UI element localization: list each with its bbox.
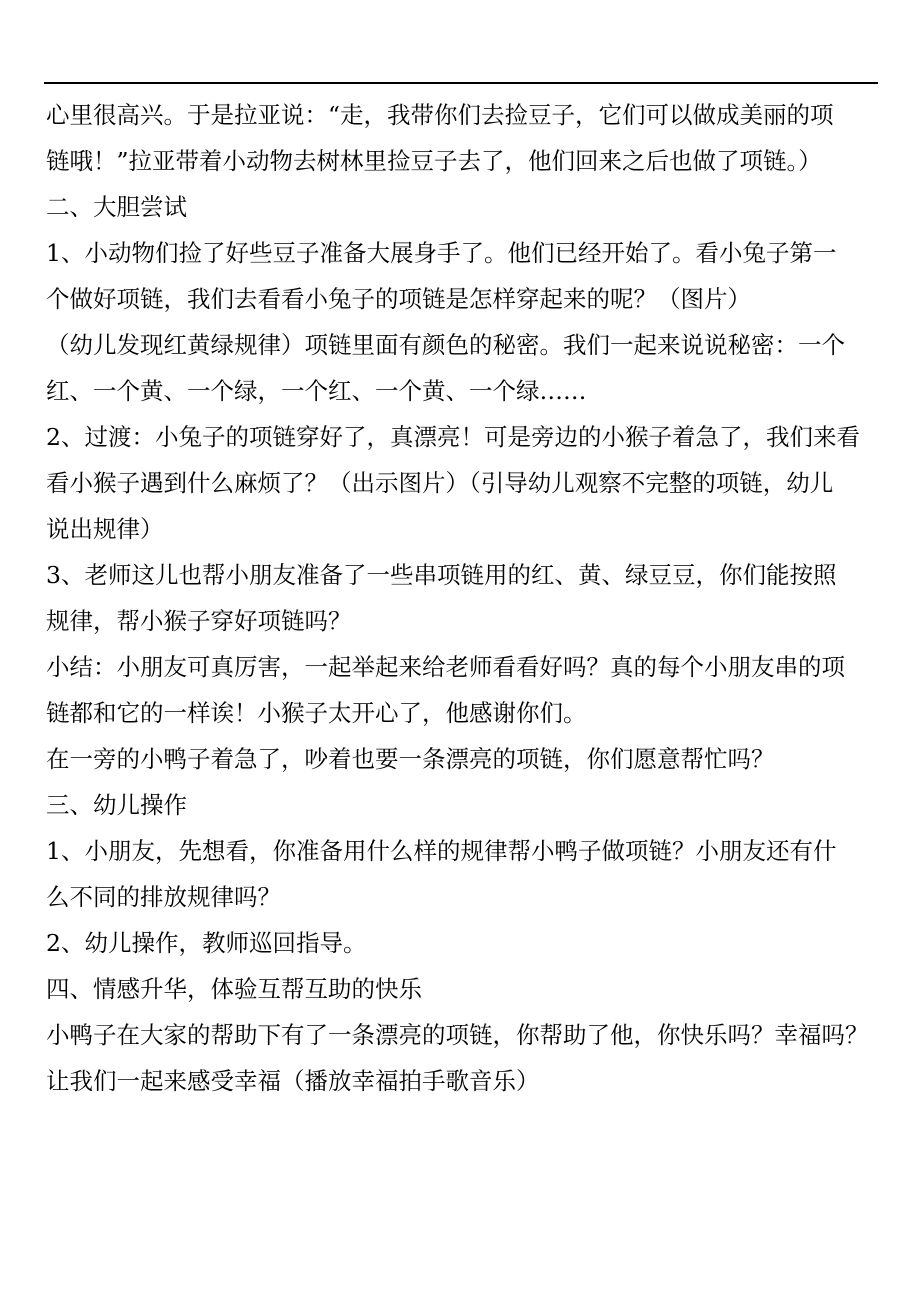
text-line: 在一旁的小鸭子着急了，吵着也要一条漂亮的项链，你们愿意帮忙吗？ <box>46 745 775 773</box>
text-line: 小结：小朋友可真厉害，一起举起来给老师看看好吗？真的每个小朋友串的项 <box>46 653 845 681</box>
text-line: 2、过渡：小兔子的项链穿好了，真漂亮！可是旁边的小猴子着急了，我们来看 <box>46 423 860 451</box>
section-heading: 四、情感升华，体验互帮互助的快乐 <box>46 975 422 1003</box>
text-line: 规律，帮小猴子穿好项链吗？ <box>46 607 352 635</box>
text-line: 让我们一起来感受幸福（播放幸福拍手歌音乐） <box>46 1067 540 1095</box>
section-heading: 三、幼儿操作 <box>46 791 187 819</box>
text-line: 红、一个黄、一个绿，一个红、一个黄、一个绿…… <box>46 377 587 405</box>
text-line: 小鸭子在大家的帮助下有了一条漂亮的项链，你帮助了他，你快乐吗？幸福吗？ <box>46 1021 869 1049</box>
text-line: 1、小朋友，先想看，你准备用什么样的规律帮小鸭子做项链？小朋友还有什 <box>46 837 837 865</box>
text-line: 1、小动物们捡了好些豆子准备大展身手了。他们已经开始了。看小兔子第一 <box>46 239 837 267</box>
text-line: 2、幼儿操作，教师巡回指导。 <box>46 929 367 957</box>
text-line: 链哦！”拉亚带着小动物去树林里捡豆子去了，他们回来之后也做了项链。） <box>46 147 822 175</box>
text-line: 个做好项链，我们去看看小兔子的项链是怎样穿起来的呢？（图片） <box>46 285 751 313</box>
document-body <box>46 92 878 1104</box>
text-line: 说出规律） <box>46 515 164 543</box>
text-line: 心里很高兴。于是拉亚说：“走，我带你们去捡豆子，它们可以做成美丽的项 <box>46 101 834 129</box>
text-line: （幼儿发现红黄绿规律）项链里面有颜色的秘密。我们一起来说说秘密：一个 <box>46 331 845 359</box>
text-line: 链都和它的一样诶！小猴子太开心了，他感谢你们。 <box>46 699 587 727</box>
section-heading: 二、大胆尝试 <box>46 193 187 221</box>
header-rule <box>44 82 878 84</box>
text-line: 3、老师这儿也帮小朋友准备了一些串项链用的红、黄、绿豆豆，你们能按照 <box>46 561 837 589</box>
text-line: 看小猴子遇到什么麻烦了？（出示图片）（引导幼儿观察不完整的项链，幼儿 <box>46 469 834 497</box>
text-line: 么不同的排放规律吗？ <box>46 883 281 911</box>
